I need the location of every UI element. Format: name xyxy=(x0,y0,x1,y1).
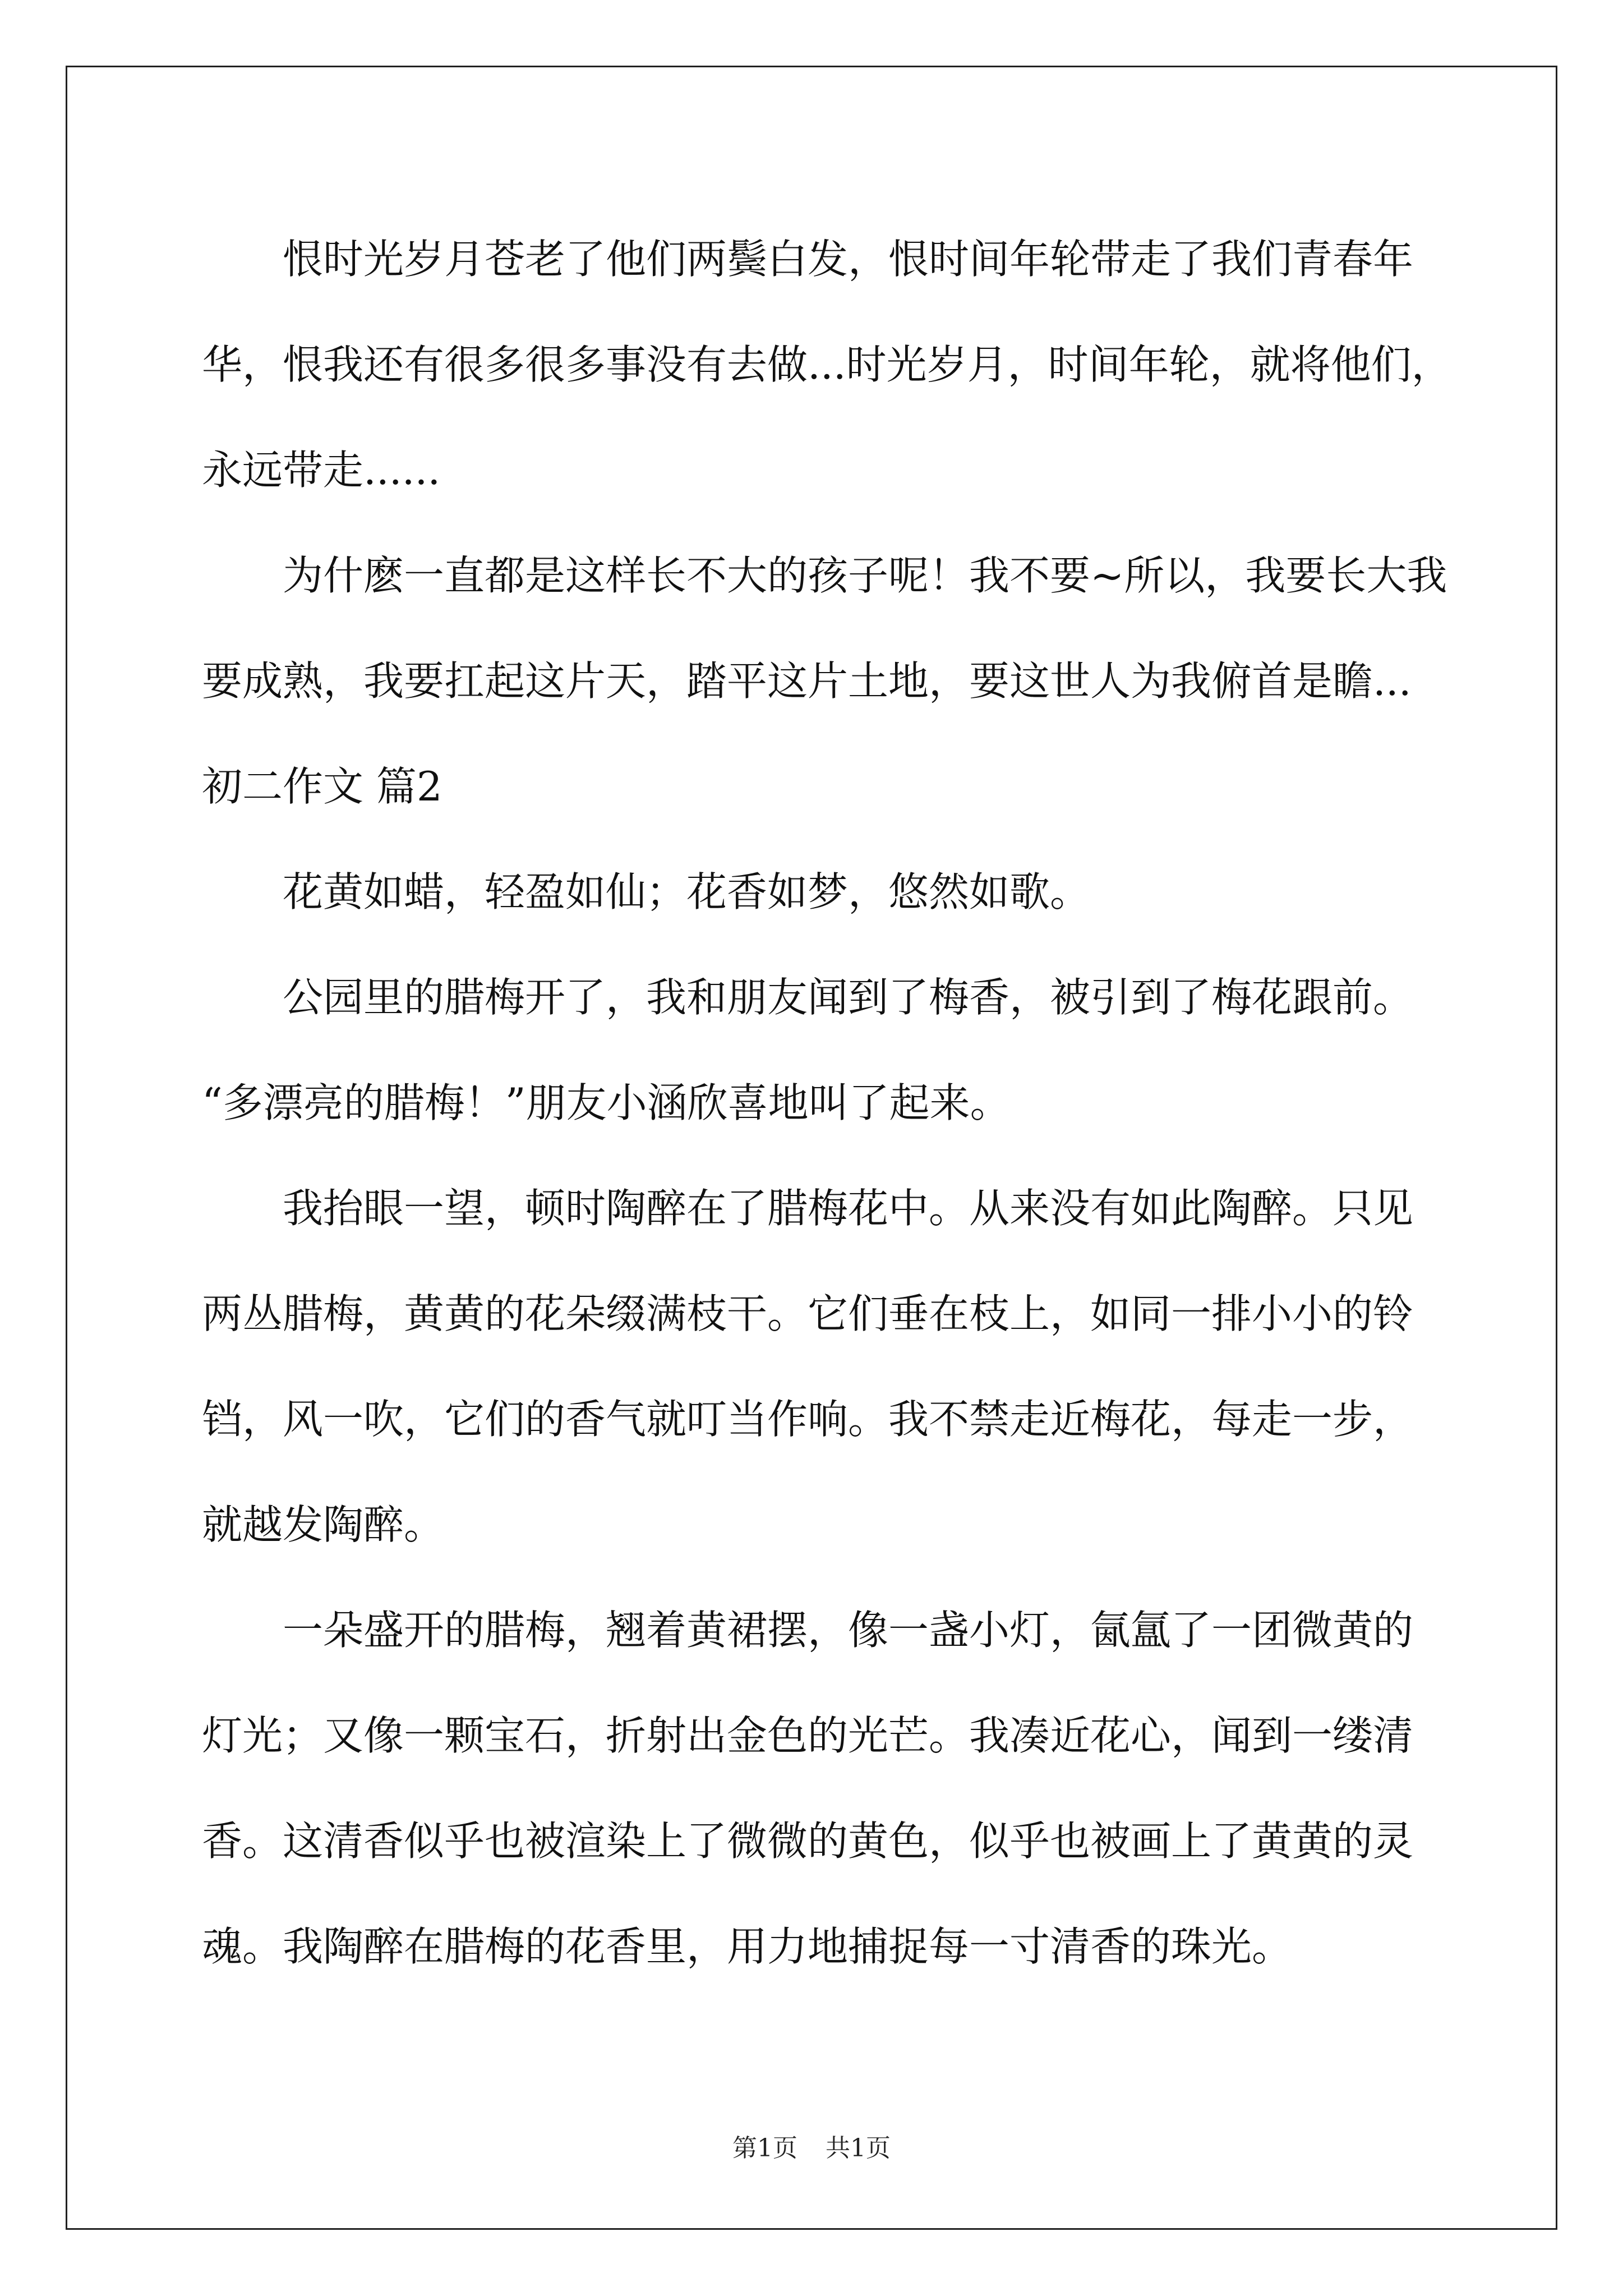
text-line: 为什麽一直都是这样长不大的孩子呢！我不要~所以，我要长大我 xyxy=(283,552,1447,599)
text-line: 灯光；又像一颗宝石，折射出金色的光芒。我凑近花心，闻到一缕清 xyxy=(202,1712,1414,1759)
text-line: 要成熟，我要扛起这片天，踏平这片土地，要这世人为我俯首是瞻... xyxy=(202,657,1412,705)
paragraph-1 xyxy=(202,206,1469,523)
text-line: 我抬眼一望，顿时陶醉在了腊梅花中。从来没有如此陶醉。只见 xyxy=(283,1185,1414,1232)
paragraph-4 xyxy=(202,945,1469,1050)
text-line: 公园里的腊梅开了，我和朋友闻到了梅香，被引到了梅花跟前。 xyxy=(283,974,1414,1021)
document-body xyxy=(202,206,1469,1999)
page-total: 共1页 xyxy=(826,2134,891,2162)
text-line: 一朵盛开的腊梅，翘着黄裙摆，像一盏小灯，氤氲了一团微黄的 xyxy=(283,1607,1414,1654)
text-line: 魂。我陶醉在腊梅的花香里，用力地捕捉每一寸清香的珠光。 xyxy=(202,1923,1293,1970)
section-heading xyxy=(202,734,1469,839)
text-line: 永远带走...... xyxy=(202,447,441,494)
text-line: 花黄如蜡，轻盈如仙；花香如梦，悠然如歌。 xyxy=(283,868,1091,915)
paragraph-3 xyxy=(202,839,1469,945)
paragraph-5 xyxy=(202,1050,1469,1156)
text-line: 华，恨我还有很多很多事没有去做...时光岁月，时间年轮，就将他们， xyxy=(202,341,1452,388)
paragraph-2 xyxy=(202,523,1469,734)
text-line: 香。这清香似乎也被渲染上了微微的黄色，似乎也被画上了黄黄的灵 xyxy=(202,1818,1414,1865)
text-line: 两丛腊梅，黄黄的花朵缀满枝干。它们垂在枝上，如同一排小小的铃 xyxy=(202,1290,1414,1337)
text-line: 铛，风一吹，它们的香气就叮当作响。我不禁走近梅花，每走一步， xyxy=(202,1396,1414,1443)
text-line: 恨时光岁月苍老了他们两鬓白发，恨时间年轮带走了我们青春年 xyxy=(283,236,1414,283)
page-footer xyxy=(0,2132,1623,2165)
text-line: 就越发陶醉。 xyxy=(202,1501,445,1548)
paragraph-6 xyxy=(202,1156,1469,1577)
text-line: “多漂亮的腊梅！”朋友小涵欣喜地叫了起来。 xyxy=(202,1079,1011,1126)
page-number: 第1页 xyxy=(732,2134,797,2162)
paragraph-7 xyxy=(202,1577,1469,1999)
heading-line: 初二作文 篇2 xyxy=(202,763,442,810)
